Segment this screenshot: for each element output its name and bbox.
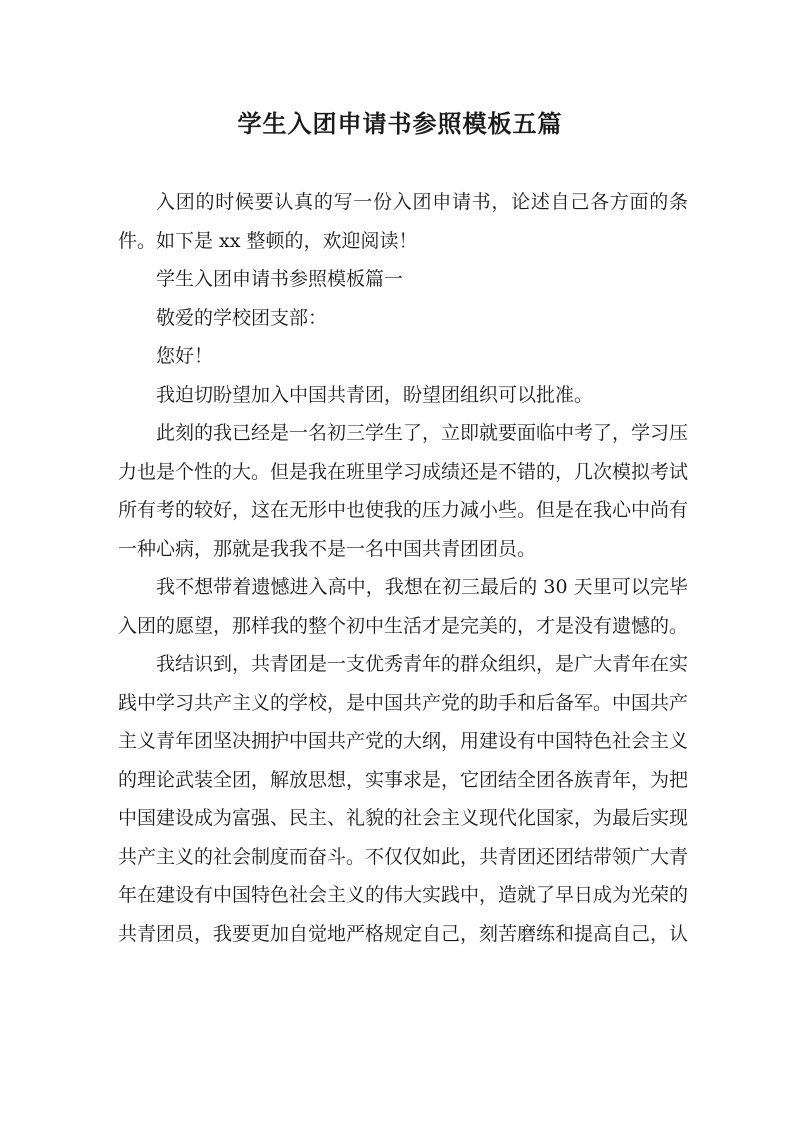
body-paragraph: 我迫切盼望加入中国共青团，盼望团组织可以批准。	[156, 383, 594, 406]
document-body	[118, 183, 688, 953]
document-title: 学生入团申请书参照模板五篇	[237, 109, 563, 138]
section-heading: 学生入团申请书参照模板篇一	[156, 268, 404, 290]
body-paragraph: 我不想带着遗憾进入高中，我想在初三最后的 30 天里可以完毕入团的愿望，那样我的整个初中生活才是完美的，才是没有遗憾的。	[118, 576, 689, 637]
body-paragraph: 此刻的我已经是一名初三学生了，立即就要面临中考了，学习压力也是个性的大。但是我在班里学习成绩还是不错的，几次模拟考试所有考的较好，这在无形中也使我的压力减小些。但是在我心中尚有一种心病，那就是我我不是一名中国共青团团员。	[118, 422, 689, 560]
body-paragraph: 我结识到，共青团是一支优秀青年的群众组织，是广大青年在实践中学习共产主义的学校，是中国共产党的助手和后备军。中国共产主义青年团坚决拥护中国共产党的大纲，用建设有中国特色社会主义的理论武装全团，解放思想，实事求是，它团结全团各族青年，为把中国建设成为富强、民主、礼貌的社会主义现代化国家，为最后实现共产主义的社会制度而奋斗。不仅仅如此，共青团还团结带领广大青年在建设有中国特色社会主义的伟大实践中，造就了早日成为光荣的共青团员，我要更加自觉地严格规定自己，刻苦磨练和提高自己，认	[118, 653, 689, 945]
intro-paragraph: 入团的时候要认真的写一份入团申请书，论述自己各方面的条件。如下是 xx 整顿的，欢迎阅读！	[118, 191, 688, 252]
greeting: 您好！	[156, 345, 214, 367]
salutation: 敬爱的学校团支部：	[156, 306, 328, 329]
